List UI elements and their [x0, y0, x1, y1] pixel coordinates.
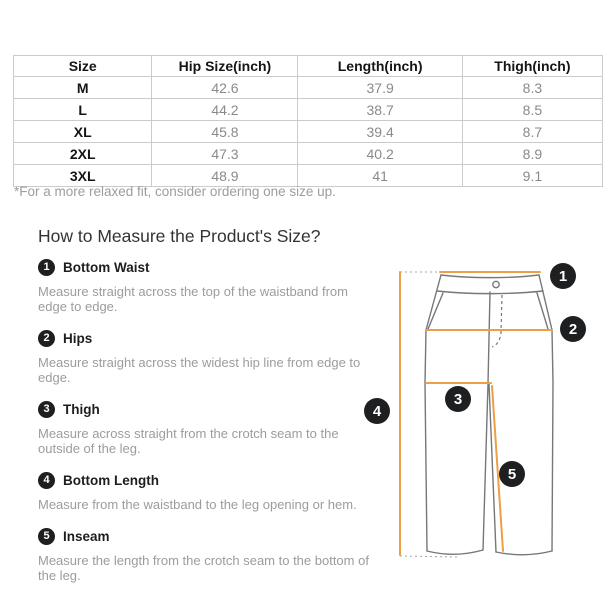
measure-item-label: Bottom Length — [63, 472, 159, 488]
svg-text:4: 4 — [372, 403, 382, 420]
measure-item-label: Bottom Waist — [63, 259, 150, 275]
svg-text:1: 1 — [558, 268, 568, 285]
measure-item-description: Measure straight across the widest hip line from edge to edge. — [38, 355, 361, 385]
measure-item-label: Thigh — [63, 401, 100, 417]
measure-item-inseam — [38, 527, 370, 583]
pants-diagram-svg — [360, 250, 606, 580]
number-1-badge-icon: 1 — [38, 259, 55, 276]
cell-thigh: 8.9 — [462, 143, 602, 165]
cell-thigh: 8.5 — [462, 99, 602, 121]
number-3-badge-icon: 3 — [38, 401, 55, 418]
svg-text:5: 5 — [507, 466, 517, 483]
cell-size: 3XL — [14, 165, 152, 187]
table-row — [14, 99, 603, 121]
cell-hip: 48.9 — [152, 165, 298, 187]
measure-item-description: Measure the length from the crotch seam to the bottom of the leg. — [38, 553, 369, 583]
cell-length: 41 — [298, 165, 462, 187]
diagram-badge-3 — [445, 386, 471, 412]
table-row — [14, 121, 603, 143]
cell-length: 38.7 — [298, 99, 462, 121]
measure-item-title — [38, 400, 370, 418]
measure-item-bottom-waist — [38, 258, 370, 314]
pants-outline-icon — [425, 275, 553, 555]
measure-item-bottom-length — [38, 471, 370, 512]
measure-item-description: Measure across straight from the crotch seam to the outside of the leg. — [38, 426, 339, 456]
col-header-hip: Hip Size(inch) — [152, 56, 298, 77]
cell-size: 2XL — [14, 143, 152, 165]
svg-text:3: 3 — [453, 391, 463, 408]
fly-stitch-dashed-line — [492, 295, 502, 347]
diagram-badge-4 — [364, 398, 390, 424]
bottom-guide-dashed-line — [400, 556, 457, 557]
cell-length: 40.2 — [298, 143, 462, 165]
cell-length: 39.4 — [298, 121, 462, 143]
measure-section-heading: How to Measure the Product's Size? — [38, 226, 321, 246]
col-header-thigh: Thigh(inch) — [462, 56, 602, 77]
number-5-badge-icon: 5 — [38, 528, 55, 545]
cell-hip: 44.2 — [152, 99, 298, 121]
cell-size: M — [14, 77, 152, 99]
size-chart-table — [13, 55, 603, 187]
measure-item-title — [38, 471, 370, 489]
cell-thigh: 8.3 — [462, 77, 602, 99]
measure-item-hips — [38, 329, 370, 385]
table-header-row — [14, 56, 603, 77]
cell-thigh: 9.1 — [462, 165, 602, 187]
diagram-badge-2 — [560, 316, 586, 342]
measure-item-thigh — [38, 400, 370, 456]
table-row — [14, 143, 603, 165]
number-2-badge-icon: 2 — [38, 330, 55, 347]
size-note: *For a more relaxed fit, consider ordering one size up. — [14, 184, 336, 199]
cell-hip: 42.6 — [152, 77, 298, 99]
measure-item-description: Measure from the waistband to the leg opening or hem. — [38, 497, 357, 512]
measure-item-title — [38, 329, 370, 347]
measure-items-list — [38, 258, 370, 598]
measure-item-title — [38, 258, 370, 276]
col-header-size: Size — [14, 56, 152, 77]
col-header-length: Length(inch) — [298, 56, 462, 77]
diagram-badge-5 — [499, 461, 525, 487]
cell-size: L — [14, 99, 152, 121]
number-4-badge-icon: 4 — [38, 472, 55, 489]
table-row — [14, 77, 603, 99]
cell-hip: 45.8 — [152, 121, 298, 143]
cell-size: XL — [14, 121, 152, 143]
svg-text:2: 2 — [568, 321, 578, 338]
cell-length: 37.9 — [298, 77, 462, 99]
diagram-badge-1 — [550, 263, 576, 289]
measure-item-label: Hips — [63, 330, 93, 346]
cell-thigh: 8.7 — [462, 121, 602, 143]
cell-hip: 47.3 — [152, 143, 298, 165]
pants-measurement-diagram — [360, 250, 606, 580]
measure-item-title — [38, 527, 370, 545]
measure-item-label: Inseam — [63, 528, 110, 544]
measure-item-description: Measure straight across the top of the waistband from edge to edge. — [38, 284, 348, 314]
